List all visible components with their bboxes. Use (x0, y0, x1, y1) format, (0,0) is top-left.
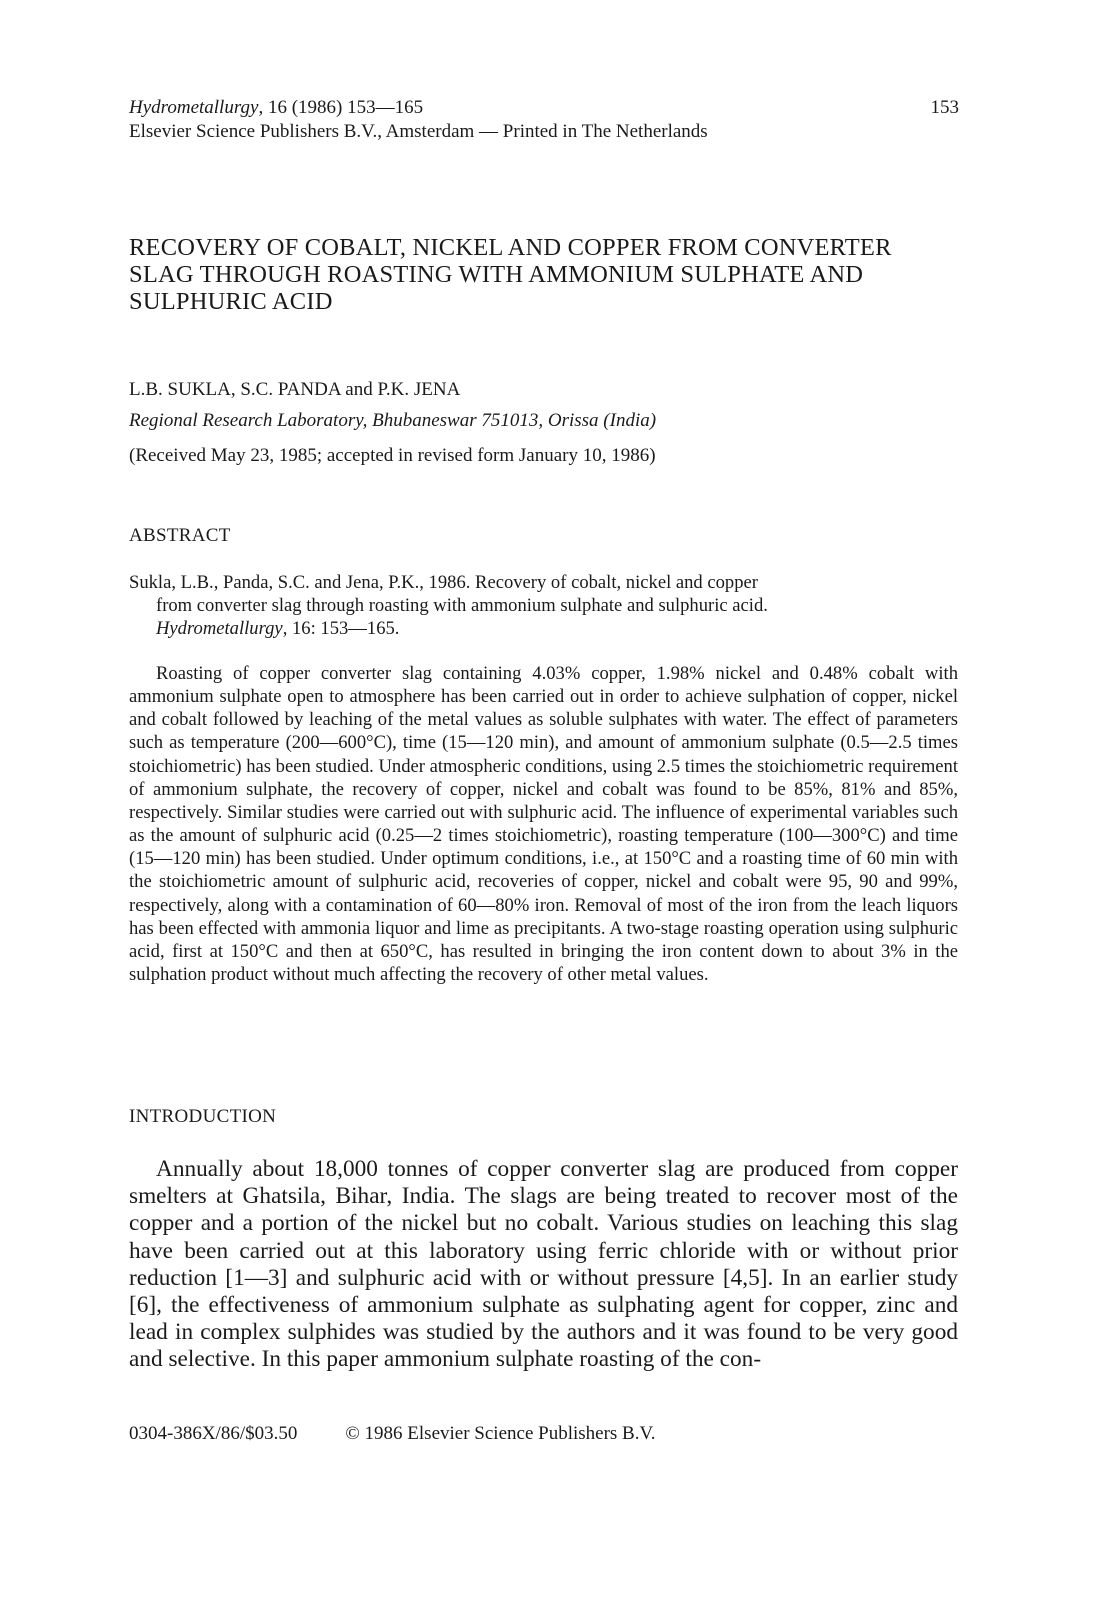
running-header-journal (129, 96, 423, 120)
abstract-body: Roasting of copper converter slag containing 4.03% copper, 1.98% nickel and 0.48% cobalt with ammonium sulphate open to atmosphere has been carried out in order to achieve sulphation of copper, nickel and cobalt followed by leaching of the metal values as soluble sulphates with water. The effect of parameters such as temperature (200—600°C), time (15—120 min), and amount of ammonium sulphate (0.5—2.5 times stoichiometric) has been studied. Under atmospheric conditions, using 2.5 times the stoichiometric requirement of ammonium sulphate, the recovery of copper, nickel and cobalt was found to be 85%, 81% and 85%, respectively. Similar studies were carried out with sulphuric acid. The influence of experimental variables such as the amount of sulphuric acid (0.25—2 times stoichiometric), roasting temperature (100—300°C) and time (15—120 min) has been studied. Under optimum conditions, i.e., at 150°C and a roasting time of 60 min with the stoichiometric amount of sulphuric acid, recoveries of copper, nickel and cobalt were 95, 90 and 99%, respectively, along with a contamination of 60—80% iron. Removal of most of the iron from the leach liquors has been effected with ammonia liquor and lime as precipitants. A two-stage roasting operation using sulphuric acid, first at 150°C and then at 650°C, has resulted in bringing the iron content down to about 3% in the sulphation product without much affecting the recovery of other metal values. (129, 663, 958, 986)
copyright-notice: © 1986 Elsevier Science Publishers B.V. (345, 1423, 656, 1444)
authors: L.B. SUKLA, S.C. PANDA and P.K. JENA (129, 379, 461, 400)
article-title: RECOVERY OF COBALT, NICKEL AND COPPER FROM CONVERTER SLAG THROUGH ROASTING WITH AMMONIUM SULPHATE AND SULPHURIC ACID (129, 234, 892, 315)
citation (129, 571, 958, 641)
affiliation: Regional Research Laboratory, Bhubaneswar 751013, Orissa (India) (129, 410, 657, 431)
citation-line-2: from converter slag through roasting with ammonium sulphate and sulphuric acid. (156, 595, 768, 617)
page-footer (129, 1422, 656, 1446)
citation-line-1: Sukla, L.B., Panda, S.C. and Jena, P.K., 1986. Recovery of cobalt, nickel and copper (129, 572, 758, 593)
received-dates: (Received May 23, 1985; accepted in revised form January 10, 1986) (129, 445, 656, 466)
issn-price-code: 0304-386X/86/$03.50 (129, 1423, 298, 1444)
citation-line-3 (129, 617, 958, 640)
volume-pages: , 16 (1986) 153—165 (258, 97, 424, 118)
publisher-line: Elsevier Science Publishers B.V., Amsterdam — Printed in The Netherlands (129, 121, 708, 142)
page-number: 153 (930, 97, 959, 118)
abstract-heading: ABSTRACT (129, 525, 231, 546)
introduction-body: Annually about 18,000 tonnes of copper converter slag are produced from copper smelters at Ghatsila, Bihar, India. The slags are being treated to recover most of the copper and a portion of the nickel but no cobalt. Various studies on leaching this slag have been carried out at this laboratory using ferric chloride with or without prior reduction [1—3] and sulphuric acid with or without pressure [4,5]. In an earlier study [6], the effectiveness of ammonium sulphate as sulphating agent for copper, zinc and lead in complex sulphides was studied by the authors and it was found to be very good and selective. In this paper ammonium sulphate roasting of the con- (129, 1156, 958, 1373)
citation-journal: Hydrometallurgy (156, 618, 283, 640)
citation-pages: , 16: 153—165. (282, 618, 400, 640)
introduction-heading: INTRODUCTION (129, 1106, 277, 1127)
journal-title: Hydrometallurgy (129, 97, 259, 118)
